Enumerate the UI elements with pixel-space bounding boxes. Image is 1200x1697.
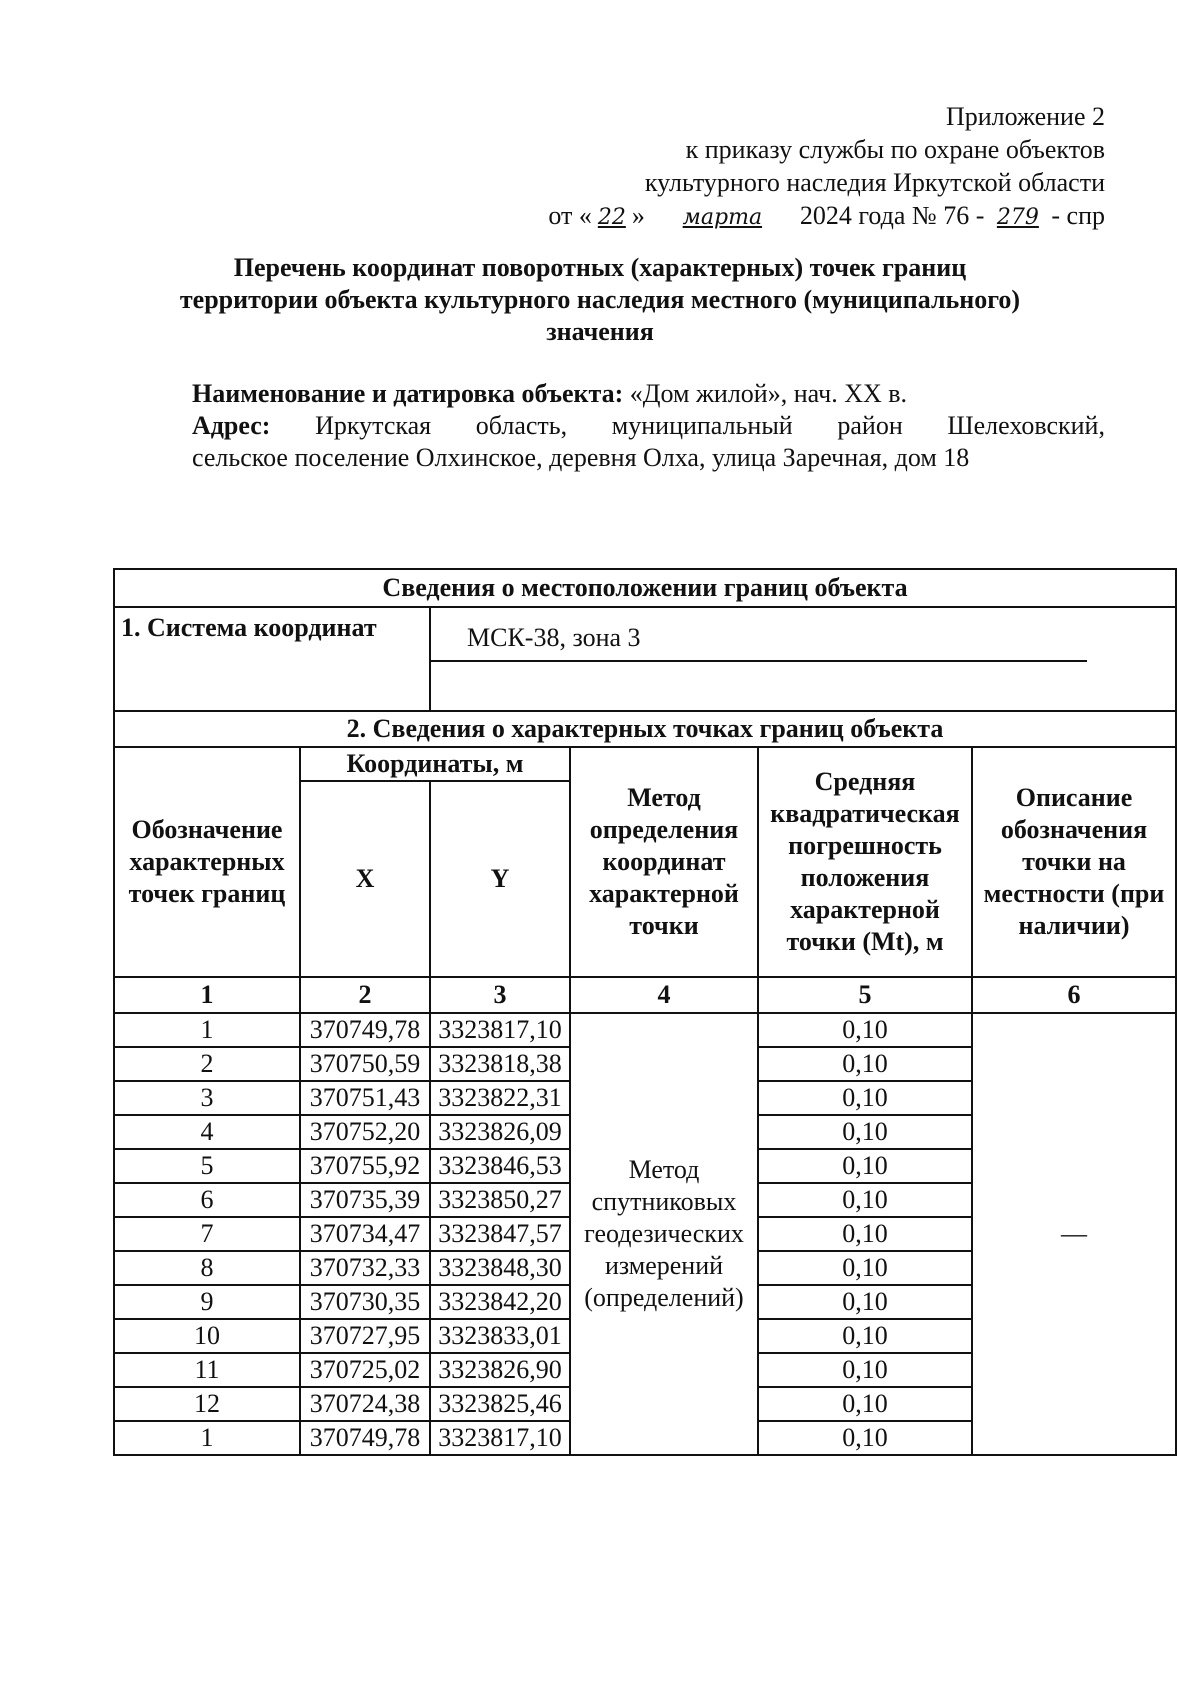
coord-x: 370727,95 [300,1319,430,1353]
address-line-2: сельское поселение Олхинское, деревня Олха, улица Заречная, дом 18 [192,443,970,472]
coord-x: 370732,33 [300,1251,430,1285]
point-id: 10 [114,1319,300,1353]
coord-y: 3323817,10 [430,1421,570,1455]
col-number: 5 [758,977,972,1013]
section-2-title-row [114,711,1176,747]
object-name-value: «Дом жилой», нач. XX в. [629,379,908,408]
coord-x: 370724,38 [300,1387,430,1421]
coord-y: 3323847,57 [430,1217,570,1251]
coord-y: 3323846,53 [430,1149,570,1183]
error-mt: 0,10 [758,1081,972,1115]
coord-x: 370752,20 [300,1115,430,1149]
col-header-designation: Обозначение характерных точек границ [114,747,300,977]
date-month-handwritten: марта [682,205,763,230]
coord-y: 3323842,20 [430,1285,570,1319]
point-id: 5 [114,1149,300,1183]
error-mt: 0,10 [758,1217,972,1251]
coord-x: 370749,78 [300,1013,430,1047]
date-prefix: от « [548,201,592,230]
appendix-date-line [548,199,1105,234]
error-mt: 0,10 [758,1319,972,1353]
method-cell: Метод спутниковых геодезических измерений (определений) [570,1013,758,1455]
col-number: 1 [114,977,300,1013]
point-id: 12 [114,1387,300,1421]
title-line-2: территории объекта культурного наследия местного (муниципального) [179,285,1021,314]
title-line-3: значения [546,317,654,346]
coord-y: 3323817,10 [430,1013,570,1047]
error-mt: 0,10 [758,1421,972,1455]
coord-x: 370750,59 [300,1047,430,1081]
address-line-1 [192,410,1105,442]
order-number-handwritten: 279 [996,205,1039,230]
point-id: 3 [114,1081,300,1115]
date-mid: » [631,201,645,230]
object-name-line [192,378,1105,410]
coord-x: 370734,47 [300,1217,430,1251]
col-header-x: X [300,781,430,977]
description-cell: — [972,1013,1176,1455]
error-mt: 0,10 [758,1251,972,1285]
point-id: 9 [114,1285,300,1319]
col-header-y: Y [430,781,570,977]
table-title-row [114,569,1176,607]
date-year: 2024 года № 76 - [799,201,985,230]
coord-x: 370751,43 [300,1081,430,1115]
col-number: 3 [430,977,570,1013]
coord-y: 3323826,90 [430,1353,570,1387]
coord-x: 370735,39 [300,1183,430,1217]
coord-y: 3323822,31 [430,1081,570,1115]
table-row [114,1013,1176,1047]
col-header-method: Метод определения координат характерной точки [570,747,758,977]
point-id: 11 [114,1353,300,1387]
col-number: 2 [300,977,430,1013]
error-mt: 0,10 [758,1149,972,1183]
coordinate-system-row [114,607,1176,711]
point-id: 1 [114,1013,300,1047]
coordinate-system-label: 1. Система координат [114,607,430,711]
error-mt: 0,10 [758,1047,972,1081]
address-word: Иркутская [315,411,432,440]
object-address [192,410,1105,474]
coord-x: 370725,02 [300,1353,430,1387]
address-label: Адрес: [192,411,271,440]
coord-y: 3323826,09 [430,1115,570,1149]
date-day-handwritten: 22 [597,205,626,230]
address-word: Шелеховский, [947,411,1105,440]
point-id: 4 [114,1115,300,1149]
point-id: 2 [114,1047,300,1081]
coord-y: 3323825,46 [430,1387,570,1421]
error-mt: 0,10 [758,1387,972,1421]
document-title [0,252,1200,348]
coord-y: 3323818,38 [430,1047,570,1081]
coord-y: 3323850,27 [430,1183,570,1217]
coord-x: 370730,35 [300,1285,430,1319]
point-id: 8 [114,1251,300,1285]
coord-x: 370755,92 [300,1149,430,1183]
error-mt: 0,10 [758,1183,972,1217]
col-header-description: Описание обозначения точки на местности (при наличии) [972,747,1176,977]
error-mt: 0,10 [758,1353,972,1387]
col-number: 4 [570,977,758,1013]
appendix-header [548,100,1105,234]
section-2-title: 2. Сведения о характерных точках границ объекта [114,711,1176,747]
coordinate-system-value-cell [430,607,1176,711]
coordinate-system-value: МСК-38, зона 3 [431,622,1087,662]
coord-x: 370749,78 [300,1421,430,1455]
point-id: 7 [114,1217,300,1251]
coord-y: 3323848,30 [430,1251,570,1285]
appendix-authority-line: культурного наследия Иркутской области [644,168,1105,197]
address-word: муниципальный [611,411,793,440]
order-suffix: - спр [1051,201,1105,230]
error-mt: 0,10 [758,1115,972,1149]
point-id: 6 [114,1183,300,1217]
error-mt: 0,10 [758,1285,972,1319]
object-name-label: Наименование и датировка объекта: [192,379,624,408]
col-number: 6 [972,977,1176,1013]
col-header-error: Средняя квадратическая погрешность положения характерной точки (Mt), м [758,747,972,977]
point-id: 1 [114,1421,300,1455]
error-mt: 0,10 [758,1013,972,1047]
boundary-table [113,568,1177,1456]
appendix-order-line: к приказу службы по охране объектов [685,135,1105,164]
coord-y: 3323833,01 [430,1319,570,1353]
column-number-row [114,977,1176,1013]
address-word: район [837,411,903,440]
column-header-row-1 [114,747,1176,781]
table-title: Сведения о местоположении границ объекта [114,569,1176,607]
address-word: область, [475,411,568,440]
title-line-1: Перечень координат поворотных (характерных) точек границ [233,253,967,282]
col-header-coordinates: Координаты, м [300,747,570,781]
appendix-title: Приложение 2 [945,102,1105,131]
